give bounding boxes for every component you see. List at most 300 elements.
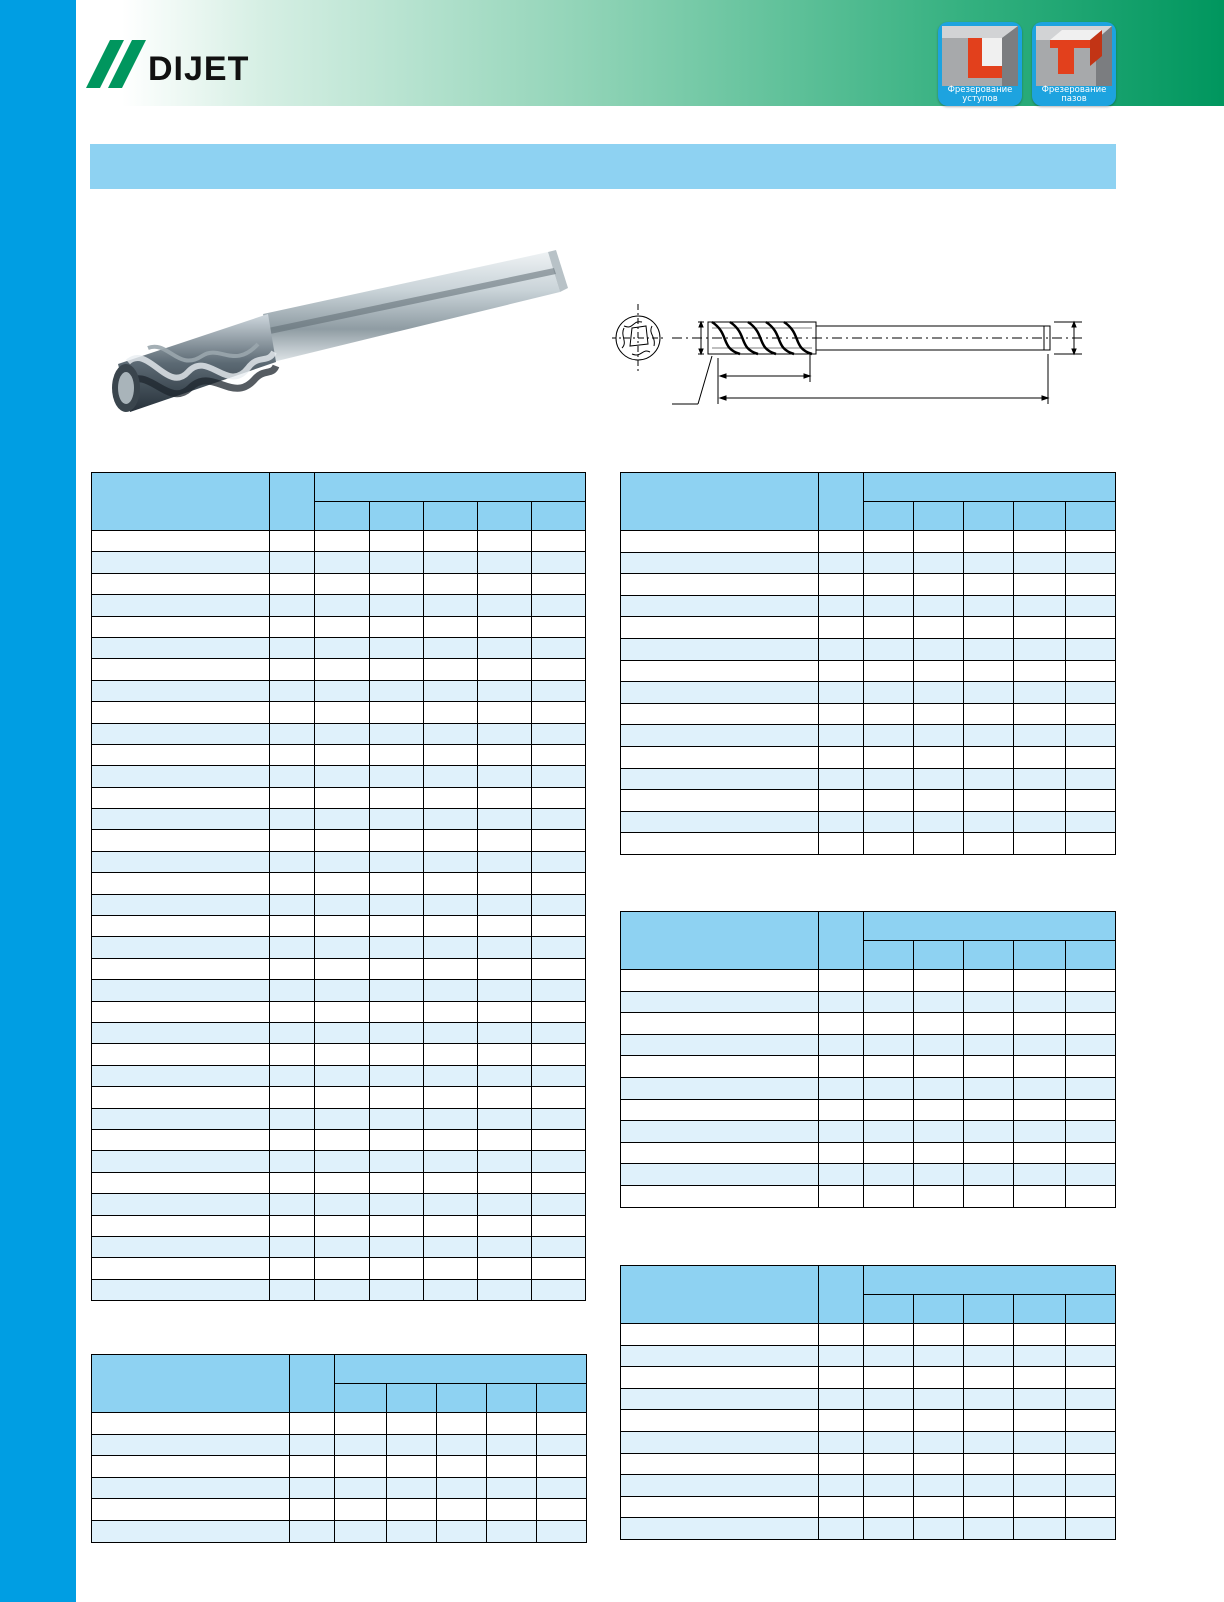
table-cell	[531, 680, 585, 701]
table-cell	[270, 702, 315, 723]
table-row	[621, 1367, 1116, 1389]
table-row	[621, 660, 1116, 682]
table-cell	[537, 1456, 587, 1478]
table-cell	[1066, 531, 1116, 553]
table-cell	[315, 680, 369, 701]
table-cell	[92, 723, 270, 744]
table-cell	[1014, 595, 1066, 617]
table-cell	[964, 1367, 1014, 1389]
table-cell	[914, 991, 964, 1013]
table-cell	[1014, 1034, 1066, 1056]
table-cell	[1014, 660, 1066, 682]
t4-head-stock	[819, 912, 864, 970]
table-cell	[864, 833, 914, 855]
table-cell	[864, 1518, 914, 1540]
table-cell	[1014, 1345, 1066, 1367]
table-cell	[864, 1142, 914, 1164]
table-cell	[387, 1499, 437, 1521]
table-row	[621, 682, 1116, 704]
table-cell	[387, 1477, 437, 1499]
table-cell	[1014, 1453, 1066, 1475]
table-row	[621, 1099, 1116, 1121]
table-cell	[819, 682, 864, 704]
table-cell	[964, 574, 1014, 596]
table-cell	[477, 1065, 531, 1086]
table-cell	[92, 766, 270, 787]
table-cell	[537, 1434, 587, 1456]
table-row	[92, 744, 586, 765]
table-cell	[964, 552, 1014, 574]
table-cell	[621, 991, 819, 1013]
table-cell	[964, 746, 1014, 768]
table-cell	[864, 1410, 914, 1432]
table-cell	[964, 991, 1014, 1013]
table-row	[92, 1520, 587, 1542]
table-cell	[477, 1108, 531, 1129]
table-cell	[477, 1236, 531, 1257]
table-row	[621, 725, 1116, 747]
table-cell	[423, 595, 477, 616]
table-cell	[621, 531, 819, 553]
table-cell	[369, 595, 423, 616]
table-cell	[864, 703, 914, 725]
table-cell	[477, 573, 531, 594]
table-row	[621, 790, 1116, 812]
table-cell	[914, 768, 964, 790]
table-cell	[964, 768, 1014, 790]
table-cell	[914, 1496, 964, 1518]
table-cell	[477, 723, 531, 744]
table-cell	[964, 811, 1014, 833]
table-cell	[92, 1434, 290, 1456]
table-cell	[864, 1099, 914, 1121]
table-cell	[270, 766, 315, 787]
table-cell	[964, 1013, 1014, 1035]
table-cell	[92, 916, 270, 937]
table-cell	[315, 830, 369, 851]
table-cell	[914, 660, 964, 682]
table-cell	[531, 809, 585, 830]
table-cell	[819, 833, 864, 855]
table-cell	[531, 744, 585, 765]
table-cell	[819, 1518, 864, 1540]
table-row	[92, 1279, 586, 1300]
table-row	[92, 937, 586, 958]
title-bar	[90, 144, 1116, 189]
table-row	[92, 680, 586, 701]
t5-head-dim	[914, 1295, 964, 1324]
table-cell	[964, 1324, 1014, 1346]
end-mill-dimension-drawing	[612, 300, 1120, 424]
table-row	[621, 811, 1116, 833]
table-cell	[423, 723, 477, 744]
table-row	[621, 991, 1116, 1013]
table-cell	[270, 680, 315, 701]
table-cell	[819, 574, 864, 596]
table-cell	[621, 638, 819, 660]
table-cell	[531, 1044, 585, 1065]
table-cell	[964, 1388, 1014, 1410]
table-cell	[1014, 1099, 1066, 1121]
t1-head-designation	[92, 473, 270, 531]
table-cell	[621, 1367, 819, 1389]
table-cell	[819, 725, 864, 747]
table-cell	[964, 1121, 1014, 1143]
table-cell	[315, 1215, 369, 1236]
table-cell	[270, 659, 315, 680]
table-cell	[1014, 531, 1066, 553]
table-cell	[369, 894, 423, 915]
table-cell	[819, 811, 864, 833]
table-cell	[914, 1453, 964, 1475]
table-cell	[369, 1087, 423, 1108]
badge-slot-label-2: пазов	[1061, 94, 1087, 104]
table-cell	[270, 595, 315, 616]
table-cell	[423, 1258, 477, 1279]
t3-head-dim	[964, 502, 1014, 531]
table-cell	[914, 811, 964, 833]
table-cell	[315, 744, 369, 765]
table-cell	[315, 1001, 369, 1022]
t3-head-dim	[1066, 502, 1116, 531]
table-cell	[1066, 746, 1116, 768]
badge-shoulder-label-2: уступов	[962, 94, 998, 104]
table-cell	[477, 894, 531, 915]
table-row	[621, 1121, 1116, 1143]
table-cell	[1014, 617, 1066, 639]
table-cell	[621, 1121, 819, 1143]
table-cell	[92, 637, 270, 658]
table-cell	[315, 894, 369, 915]
table-cell	[964, 970, 1014, 992]
table-cell	[864, 1367, 914, 1389]
table-cell	[270, 916, 315, 937]
table-cell	[621, 746, 819, 768]
table-cell	[819, 1496, 864, 1518]
table-cell	[423, 958, 477, 979]
table-cell	[477, 873, 531, 894]
table-cell	[819, 746, 864, 768]
table-cell	[1014, 1518, 1066, 1540]
table-cell	[537, 1477, 587, 1499]
table-cell	[819, 1142, 864, 1164]
table-cell	[531, 830, 585, 851]
t2-head-dimensions	[335, 1355, 587, 1384]
table-cell	[819, 768, 864, 790]
table-cell	[864, 746, 914, 768]
table-cell	[270, 1279, 315, 1300]
table-cell	[92, 1258, 270, 1279]
table-cell	[621, 1453, 819, 1475]
table-cell	[423, 1129, 477, 1150]
table-cell	[1014, 833, 1066, 855]
table-cell	[914, 574, 964, 596]
table-cell	[914, 1164, 964, 1186]
table-cell	[1014, 1410, 1066, 1432]
table-cell	[369, 809, 423, 830]
table-cell	[621, 1475, 819, 1497]
table-cell	[819, 1164, 864, 1186]
table-cell	[864, 1056, 914, 1078]
table-cell	[1014, 1496, 1066, 1518]
table-cell	[537, 1499, 587, 1521]
table-cell	[914, 682, 964, 704]
table-cell	[315, 916, 369, 937]
table-cell	[369, 830, 423, 851]
table-cell	[270, 1172, 315, 1193]
table-row	[92, 787, 586, 808]
table-cell	[531, 1108, 585, 1129]
table-row	[92, 1151, 586, 1172]
table-cell	[315, 1022, 369, 1043]
table-cell	[437, 1520, 487, 1542]
table-cell	[819, 595, 864, 617]
table-cell	[531, 766, 585, 787]
table-cell	[537, 1520, 587, 1542]
table-cell	[477, 531, 531, 552]
table-cell	[864, 1164, 914, 1186]
table-row	[92, 916, 586, 937]
table-cell	[964, 1496, 1014, 1518]
table-cell	[621, 552, 819, 574]
table-cell	[369, 787, 423, 808]
t2-head-dim	[437, 1384, 487, 1413]
t3-head-dim	[914, 502, 964, 531]
table-cell	[92, 937, 270, 958]
table-cell	[92, 573, 270, 594]
table-cell	[621, 1099, 819, 1121]
table-cell	[270, 1236, 315, 1257]
table-cell	[487, 1520, 537, 1542]
table-cell	[270, 894, 315, 915]
table-cell	[270, 980, 315, 1001]
table-row	[621, 1410, 1116, 1432]
table-cell	[914, 1367, 964, 1389]
table-cell	[819, 1099, 864, 1121]
t4-head-dim	[914, 941, 964, 970]
table-row	[92, 1044, 586, 1065]
table-cell	[914, 1410, 964, 1432]
logo-slashes-icon	[86, 38, 146, 88]
table-cell	[1014, 991, 1066, 1013]
table-cell	[92, 809, 270, 830]
t1-head-dim	[315, 502, 369, 531]
table-cell	[914, 1034, 964, 1056]
table-row	[621, 1496, 1116, 1518]
table-cell	[1066, 1345, 1116, 1367]
t5-head-dim	[964, 1295, 1014, 1324]
t2-head-dim	[387, 1384, 437, 1413]
table-cell	[369, 1258, 423, 1279]
table-cell	[315, 595, 369, 616]
end-mill-photo	[108, 244, 578, 416]
table-cell	[621, 1142, 819, 1164]
table-cell	[819, 638, 864, 660]
table-cell	[914, 1077, 964, 1099]
table-row	[92, 595, 586, 616]
table-cell	[315, 1065, 369, 1086]
table-cell	[621, 1345, 819, 1367]
table-cell	[1066, 682, 1116, 704]
table-cell	[914, 1345, 964, 1367]
table-row	[92, 723, 586, 744]
table-row	[621, 1345, 1116, 1367]
table-cell	[477, 595, 531, 616]
table-cell	[1066, 1034, 1116, 1056]
table-row	[621, 1185, 1116, 1207]
table-cell	[92, 787, 270, 808]
spec-table-4	[620, 911, 1116, 1208]
table-cell	[531, 552, 585, 573]
table-cell	[369, 1172, 423, 1193]
table-cell	[423, 937, 477, 958]
table-cell	[369, 616, 423, 637]
table-cell	[270, 937, 315, 958]
table-cell	[914, 531, 964, 553]
t4-head-dim	[1014, 941, 1066, 970]
table-cell	[864, 638, 914, 660]
table-row	[621, 1013, 1116, 1035]
table-row	[621, 1164, 1116, 1186]
badge-slot-label-1: Фрезерование	[1041, 85, 1107, 95]
table-row	[92, 1108, 586, 1129]
badge-slot-milling	[1032, 22, 1116, 106]
table-cell	[335, 1477, 387, 1499]
table-cell	[964, 682, 1014, 704]
table-cell	[423, 531, 477, 552]
table-cell	[914, 746, 964, 768]
table-cell	[315, 1258, 369, 1279]
table-cell	[621, 768, 819, 790]
table-cell	[819, 617, 864, 639]
table-cell	[864, 811, 914, 833]
table-cell	[477, 1172, 531, 1193]
table-cell	[914, 725, 964, 747]
table-cell	[1066, 1453, 1116, 1475]
table-cell	[92, 1044, 270, 1065]
table-cell	[864, 574, 914, 596]
table-cell	[864, 725, 914, 747]
table-cell	[531, 1236, 585, 1257]
table-cell	[423, 980, 477, 1001]
table-cell	[621, 1410, 819, 1432]
table-cell	[477, 552, 531, 573]
table-cell	[964, 1345, 1014, 1367]
table-row	[621, 595, 1116, 617]
table-cell	[1066, 1099, 1116, 1121]
table-cell	[621, 1388, 819, 1410]
table-cell	[92, 1477, 290, 1499]
table-row	[92, 1172, 586, 1193]
table-cell	[369, 1129, 423, 1150]
table-row	[92, 1022, 586, 1043]
table-cell	[864, 1077, 914, 1099]
table-row	[92, 659, 586, 680]
table-cell	[1066, 833, 1116, 855]
table-cell	[315, 573, 369, 594]
table-cell	[270, 809, 315, 830]
table-cell	[1066, 703, 1116, 725]
table-row	[621, 574, 1116, 596]
table-cell	[92, 1236, 270, 1257]
table-cell	[914, 1185, 964, 1207]
table-cell	[335, 1520, 387, 1542]
table-cell	[531, 873, 585, 894]
table-cell	[369, 1236, 423, 1257]
table-cell	[864, 768, 914, 790]
table-cell	[477, 744, 531, 765]
table-cell	[423, 1194, 477, 1215]
table-cell	[531, 531, 585, 552]
table-cell	[531, 1001, 585, 1022]
table-row	[92, 1194, 586, 1215]
table-row	[92, 1087, 586, 1108]
table-cell	[964, 595, 1014, 617]
table-cell	[864, 991, 914, 1013]
table-cell	[423, 873, 477, 894]
table-cell	[270, 1129, 315, 1150]
table-row	[621, 746, 1116, 768]
table-row	[92, 1129, 586, 1150]
table-cell	[864, 595, 914, 617]
table-cell	[369, 980, 423, 1001]
table-cell	[270, 1194, 315, 1215]
table-cell	[914, 617, 964, 639]
table-cell	[423, 1022, 477, 1043]
table-cell	[477, 958, 531, 979]
table-row	[92, 1258, 586, 1279]
table-cell	[92, 851, 270, 872]
table-cell	[423, 573, 477, 594]
table-row	[621, 1431, 1116, 1453]
table-cell	[819, 991, 864, 1013]
table-cell	[423, 787, 477, 808]
table-cell	[531, 616, 585, 637]
table-cell	[290, 1456, 335, 1478]
table-cell	[270, 851, 315, 872]
table-cell	[819, 1185, 864, 1207]
table-cell	[1066, 1185, 1116, 1207]
t4-head-dim	[964, 941, 1014, 970]
table-cell	[914, 552, 964, 574]
table-cell	[914, 1324, 964, 1346]
t5-head-designation	[621, 1266, 819, 1324]
table-cell	[1066, 811, 1116, 833]
table-row	[92, 1215, 586, 1236]
table-cell	[477, 851, 531, 872]
table-cell	[621, 1077, 819, 1099]
table-cell	[92, 1172, 270, 1193]
t4-head-designation	[621, 912, 819, 970]
t3-head-stock	[819, 473, 864, 531]
table-row	[92, 1236, 586, 1257]
table-cell	[864, 682, 914, 704]
table-cell	[914, 790, 964, 812]
table-cell	[1066, 1410, 1116, 1432]
table-cell	[531, 1172, 585, 1193]
table-row	[92, 702, 586, 723]
table-cell	[92, 1065, 270, 1086]
table-cell	[423, 1279, 477, 1300]
table-cell	[315, 659, 369, 680]
table-row	[92, 1001, 586, 1022]
table-row	[92, 1434, 587, 1456]
table-cell	[864, 1034, 914, 1056]
table-cell	[621, 1013, 819, 1035]
table-cell	[914, 1518, 964, 1540]
table-cell	[92, 616, 270, 637]
table-cell	[315, 1151, 369, 1172]
